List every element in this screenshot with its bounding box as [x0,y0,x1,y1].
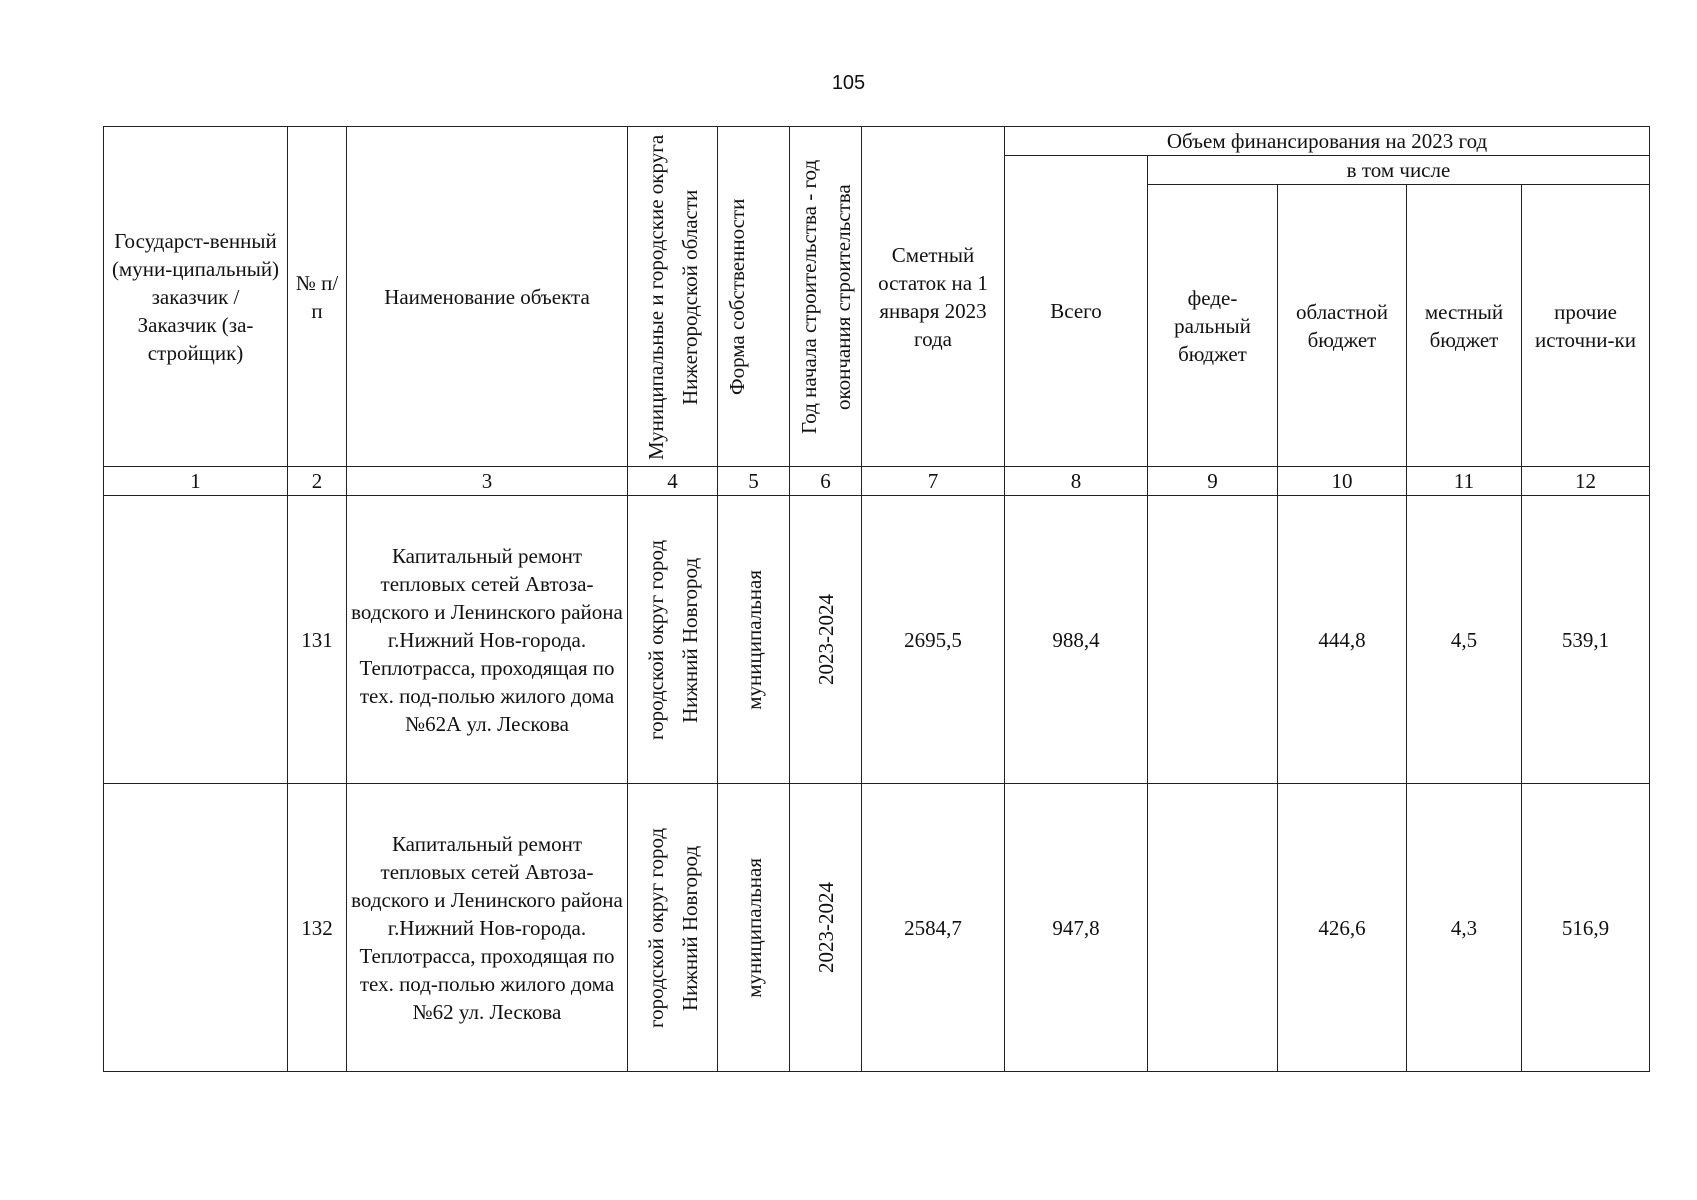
ownership-cell: муниципальная [718,496,790,784]
header-federal: феде-ральный бюджет [1148,185,1278,467]
column-number: 12 [1522,467,1650,496]
local-cell: 4,5 [1407,496,1522,784]
object-name: Капитальный ремонт тепловых сетей Автоза-водского и Ленинского района г.Нижний Нов-города. Теплотрасса, проходящая по тех. под-полью жилого дома №62 ул. Лескова [347,784,628,1072]
local-cell: 4,3 [1407,784,1522,1072]
header-estimate-remainder: Сметный остаток на 1 января 2023 года [862,127,1005,467]
column-number: 6 [790,467,862,496]
object-name: Капитальный ремонт тепловых сетей Автоза-водского и Ленинского района г.Нижний Нов-города. Теплотрасса, проходящая по тех. под-полью жилого дома №62А ул. Лескова [347,496,628,784]
years-cell: 2023-2024 [790,496,862,784]
column-number: 1 [104,467,288,496]
header-municipality: Муниципальные и городские округа Нижегородской области [628,127,718,467]
federal-cell [1148,496,1278,784]
header-total: Всего [1005,156,1148,467]
header-number: № п/п [288,127,347,467]
column-number: 4 [628,467,718,496]
row-number: 131 [288,496,347,784]
total-cell: 947,8 [1005,784,1148,1072]
customer-cell [104,496,288,784]
header-object-name: Наименование объекта [347,127,628,467]
header-including: в том числе [1148,156,1650,185]
regional-cell: 426,6 [1278,784,1407,1072]
column-number: 2 [288,467,347,496]
total-cell: 988,4 [1005,496,1148,784]
regional-cell: 444,8 [1278,496,1407,784]
estimate-remainder-cell: 2695,5 [862,496,1005,784]
column-number: 8 [1005,467,1148,496]
column-number: 11 [1407,467,1522,496]
municipality-cell: городской округ город Нижний Новгород [628,496,718,784]
other-cell: 516,9 [1522,784,1650,1072]
header-regional: областной бюджет [1278,185,1407,467]
header-ownership: Форма собственности [718,127,790,467]
header-local: местный бюджет [1407,185,1522,467]
ownership-cell: муниципальная [718,784,790,1072]
header-row [104,127,1650,156]
other-cell: 539,1 [1522,496,1650,784]
table-row [104,784,1650,1072]
customer-cell [104,784,288,1072]
column-number: 7 [862,467,1005,496]
row-number: 132 [288,784,347,1072]
header-customer: Государст-венный (муни-ципальный) заказчик / Заказчик (за-стройщик) [104,127,288,467]
estimate-remainder-cell: 2584,7 [862,784,1005,1072]
column-number: 3 [347,467,628,496]
column-number: 10 [1278,467,1407,496]
federal-cell [1148,784,1278,1072]
header-funding-title: Объем финансирования на 2023 год [1005,127,1650,156]
column-number: 9 [1148,467,1278,496]
column-number: 5 [718,467,790,496]
header-years: Год начала строительства - год окончания строительства [790,127,862,467]
years-cell: 2023-2024 [790,784,862,1072]
page-number: 105 [831,72,866,94]
header-other: прочие источни-ки [1522,185,1650,467]
column-numbers-row [104,467,1650,496]
financing-table [103,126,1650,1072]
municipality-cell: городской округ город Нижний Новгород [628,784,718,1072]
table-row [104,496,1650,784]
